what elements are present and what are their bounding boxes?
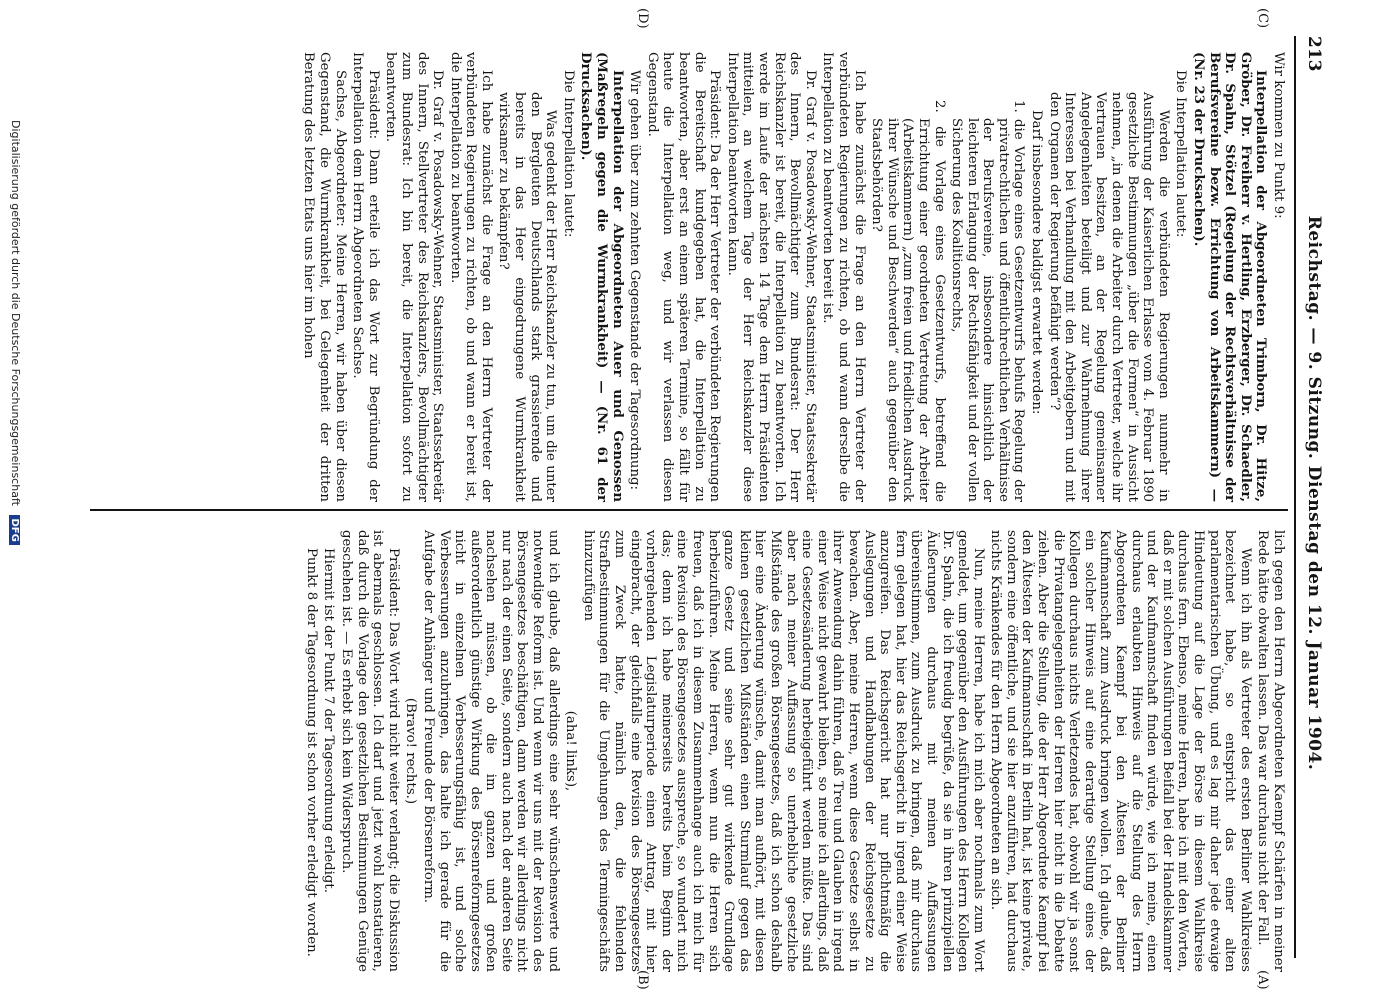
header-rule: [1294, 36, 1296, 958]
interjection: (aha! links),: [563, 710, 579, 792]
quoted-paragraph: Darf insbesondere baldigst erwartet werden:: [1029, 110, 1045, 415]
digitization-note: Digitalisierung gefördert durch die Deutsche Forschungsgemeinschaft: [9, 120, 22, 506]
quoted-paragraph: Was gedenkt der Herr Reichskanzler zu tun, um die unter den Bergleuten Deutschlands stark grassierende und bereits in das Heer eingedrungene Wurmkrankheit wirksamer zu bekämpfen?: [496, 92, 559, 502]
margin-marker-b: (B): [635, 970, 650, 990]
paragraph: Präsident: Das Wort wird nicht weiter verlangt; die Diskussion ist abermals geschlossen. Ich darf und jetzt wohl konstatieren, daß durch die Vorlage den gesetzlichen Bestimmungen Genüge geschehen ist. — Es erhebt sich kein Widerspruch.: [338, 530, 401, 972]
list-item: 2. die Vorlage eines Gesetzentwurfs, betreffend die Errichtung einer geordneten Vertretung der Arbeiter (Arbeitskammern) „zum freien und friedlichen Ausdruck ihrer Wünsche und Beschwerden“ auch gegenüber den Staatsbehörden?: [869, 100, 947, 502]
paragraph: Wenn ich ihn als Vertreter des ersten Berliner Wahlkreises bezeichnet habe, so entspricht das einer alten parlamentarischen Übung, und es lag mir daher jede etwaige Hindeutung auf die Lage der Börse in diesem Wahlkreise durchaus fern. Ebenso, meine Herren, habe ich mit den Worten, daß er mit solchen Ausführungen Beifall bei der Handelskammer und der Kaufmannschaft finden würde, wie ich meine, einen durchaus erlaubten Hinweis auf die Stellung des Herrn Abgeordneten Kaempf bei den Ältesten der Berliner Kaufmannschaft zum Ausdruck bringen wollen. Ich glaube, daß ein solcher Hinweis auf eine derartige Stellung eines der Kollegen durchaus nichts Verletzendes hat, obwohl wir ja sonst die Privatangelegenheiten der Herren hier nicht in die Debatte ziehen. Aber die Stellung, die der Herr Abgeordnete Kaempf bei den Ältesten der Kaufmannschaft in Berlin hat, ist keine private, sondern eine öffentliche, und sie hier anzuführen, hat durchaus nichts Kränkendes für den Herrn Abgeordneten an sich.: [988, 530, 1253, 972]
dfg-logo: DFG: [10, 515, 21, 544]
interpellation-heading: Interpellation der Abgeordneten Trimborn, Dr. Hitze, Gröber, Dr. Freiherr v. Hertling, Erzberger, Dr. Schaedler, Dr. Spahn, Stötzel (Regelung der Rechtsverhältnisse der Berufsvereine bezw. Errichtung von Arbeitskammern) — (Nr. 23 der Drucksachen).: [1191, 52, 1269, 502]
paragraph: Hiermit ist der Punkt 7 der Tagesordnung erledigt.: [321, 548, 337, 893]
quoted-paragraph: Werden die verbündeten Regierungen nunmehr in Ausführung der Kaiserlichen Erlasse vom 4. Februar 1890 gesetzliche Bestimmungen „über die Formen“ in Aussicht nehmen, „in denen die Arbeiter durch Vertreter, welche ihr Vertrauen besitzen, an der Regelung gemeinsamer Angelegenheiten beteiligt und zur Wahrnehmung ihrer Interessen bei Verhandlung mit den Arbeitgebern und mit den Organen der Regierung befähigt werden“?: [1046, 92, 1171, 502]
margin-marker-d: (D): [635, 8, 650, 29]
margin-marker-c: (C): [1255, 8, 1270, 29]
paragraph: Nun, meine Herren, habe ich mich aber nochmals zum Wort gemeldet, um gegenüber den Ausführungen des Herrn Kollegen Dr. Spahn, die ich freudig begrüße, da sie in ihren prinzipiellen Äußerungen durchaus mit meinen Auffassungen übereinstimmen, zum Ausdruck zu bringen, daß mir durchaus fern gelegen hat, hier das Reichsgericht in irgend einer Weise anzugreifen. Das Reichsgericht hat nur pflichtmäßig die Auslegungen und Handhabungen der Reichsgesetze zu bewachen. Aber, meine Herren, wenn diese Gesetze selbst in ihrer Anwendung dahin führen, daß Treu und Glauben in irgend einer Weise nicht gewahrt bleiben, so meine ich allerdings, daß eine Gesetzesänderung herbeigeführt werden müßte. Das sind aber nach meiner Auffassung so unerhebliche gesetzliche Mißstände des großen Börsengesetzes, daß ich schon deshalb hier eine Änderung wünsche, damit man aufhört, mit diesen kleinen gesetzlichen Mißständen einen Sturmlauf gegen das ganze Gesetz und seine sehr gut wirkende Grundlage herbeizuführen. Meine Herren, wenn nun die Herren sich freuen, daß ich in diesem Zusammenhange auch ich mich für eine Revision des Börsengesetzes ausspreche, so wundert mich das; denn ich habe meinerseits bereits beim Beginn der vorhergehenden Legislaturperiode einen Antrag, mit hier eingebracht, der gleichfalls eine Revision des Börsengesetzes zum Zweck hatte, nämlich den, die fehlenden Strafbestimmungen für die Umgehungen des Termingeschäfts hinzuzufügen: [580, 530, 986, 972]
paragraph: Präsident: Da der Herr Vertreter der verbündeten Regierungen die Bereitschaft kundgegeben hat, die Interpellation zu beantworten, aber erst an einem späteren Termine, so fällt für heute die Interpellation weg, und wir verlassen diesen Gegenstand.: [644, 52, 723, 502]
column-divider: [90, 509, 1288, 511]
running-title: Reichstag. — 9. Sitzung. Dienstag den 12. Januar 1904.: [1304, 215, 1324, 771]
paragraph: Präsident: Dann erteile ich das Wort zur Begründung der Interpellation dem Herrn Abgeordneten Sachse.: [350, 52, 381, 502]
right-text-column: [301, 530, 1286, 972]
paragraph: Dr. Graf v. Posadowsky-Wehner, Staatsminister, Staatssekretär des Innern, Bevollmächtigter zum Bundesrat: Der Herr Reichskanzler ist bereit, die Interpellation zu beantworten. Ich werde im Laufe der nächsten 14 Tage dem Herrn Präsidenten mitteilen, an welchem Tage der Herr Reichskanzler diese Interpellation beantworten kann.: [724, 52, 818, 502]
list-item: 1. die Vorlage eines Gesetzentwurfs behufs Regelung der privatrechtlichen und öffentlichrechtlichen Verhältnisse der Berufsvereine, insbesondere hinsichtlich der leichteren Erlangung der Rechtsfähigkeit und der vollen Sicherung des Koalitionsrechts,: [949, 100, 1027, 502]
page-number: 213: [1304, 36, 1324, 72]
paragraph: lich gegen den Herrn Abgeordneten Kaempf Schärfen in meiner Rede hätte obwalten lassen. Das war durchaus nicht der Fall.: [1255, 530, 1286, 972]
left-text-column: [299, 52, 1286, 502]
paragraph: Ich habe zunächst die Frage an den Herrn Vertreter der verbündeten Regierungen zu richten, ob und wann derselbe die Interpellation zu beantworten bereit ist.: [820, 52, 867, 502]
paragraph: Wir gehen über zum zehnten Gegenstande der Tagesordnung:: [627, 70, 643, 491]
page-header: [1298, 36, 1328, 950]
interpellation-heading: Interpellation der Abgeordneten Auer und Genossen (Maßregeln gegen die Wurmkrankheit) — (Nr. 61 der Drucksachen).: [578, 52, 625, 502]
paragraph: Ich habe zunächst die Frage an den Herrn Vertreter der verbündeten Regierungen zu richten, ob und wann er bereit ist, die Interpellation zu beantworten.: [447, 52, 494, 502]
paragraph: Die Interpellation lautet:: [1173, 70, 1189, 238]
paragraph: Die Interpellation lautet:: [560, 70, 576, 238]
paragraph: Sachse, Abgeordneter: Meine Herren, wir haben über diesen Gegenstand, die Wurmkrankheit, bei Gelegenheit der dritten Beratung des letzten Etats uns hier im hohen: [301, 52, 348, 502]
margin-marker-a: (A): [1255, 970, 1270, 990]
paragraph: Punkt 8 der Tagesordnung ist schon vorher erledigt worden.: [303, 548, 319, 957]
digitization-footer: [9, 120, 22, 545]
paragraph: und ich glaube, daß allerdings eine sehr wünschenswerte und notwendige Reform ist. Und wenn wir uns mit der Revision des Börsengesetzes beschäftigen, dann werden wir allerdings nicht nur nach der einen Seite, sondern auch nach der anderen Seite nachsehen müssen, ob die im ganzen und großen außerordentlich günstige Wirkung des Börsenreformgesetzes nicht in einzelnen Verbesserungsfähig ist, und solche Verbesserungen anzubringen, das halte ich gerade für die Aufgabe der Anhänger und Freunde der Börsenreform.: [420, 530, 561, 972]
paragraph: Dr. Graf v. Posadowsky-Wehner, Staatsminister, Staatssekretär des Innern, Stellvertreter des Reichskanzlers, Bevollmächtigter zum Bundesrat: Ich bin bereit, die Interpellation sofort zu beantworten.: [383, 52, 446, 502]
paragraph: Wir kommen zu Punkt 9:: [1271, 52, 1286, 219]
interjection: (Bravo! rechts.): [403, 697, 419, 805]
